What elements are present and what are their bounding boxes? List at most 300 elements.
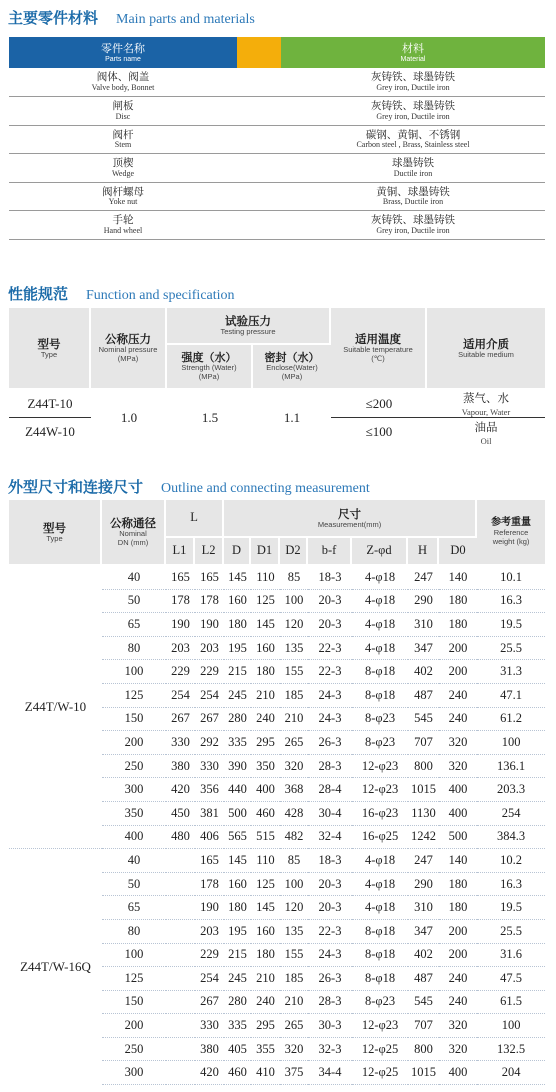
dims-cell: 16.3 [477,590,545,614]
spec-strength-header: 强度（水） Strength (Water) (MPa) [167,345,253,390]
part-name-zh: 顶楔 [112,157,134,169]
dims-cell [166,1014,195,1038]
spec-pn-header: 公称压力 Nominal pressure (MPa) [91,308,167,390]
dims-measurement-header: 尺寸 Measurement(mm) [224,500,477,538]
dims-cell: 26-3 [308,731,352,755]
dims-cell: 1015 [408,778,439,802]
part-name-cell [9,68,237,97]
dims-cell: 240 [439,967,477,991]
parts-row [9,211,545,240]
dims-cell: 381 [195,802,224,826]
spec-type-2: Z44W-10 [25,424,75,439]
dims-cell: 450 [166,802,195,826]
table-row [9,849,545,873]
dims-cell: 247 [408,566,439,590]
spec-temp-header: 适用温度 Suitable temperature (℃) [331,308,427,390]
dims-cell: 165 [195,849,224,873]
material-header: 材料 Material [281,37,545,68]
dims-cell: 32-3 [308,1038,352,1062]
dims-cell: 85 [280,566,308,590]
dims-cell: 12-φ25 [352,1038,408,1062]
dims-col-header: D0 [439,538,477,566]
part-name-zh: 闸板 [112,100,134,112]
dims-cell: 22-3 [308,660,352,684]
dims-cell: 707 [408,1014,439,1038]
spacer-cell [237,97,281,126]
dims-cell: 12-φ23 [352,1014,408,1038]
dims-cell: 185 [280,684,308,708]
dims-cell: 22-3 [308,920,352,944]
dims-cell: 410 [251,1061,280,1085]
parts-title-zh: 主要零件材料 [8,9,99,27]
dims-cell: 19.5 [477,613,545,637]
dims-cell: 145 [224,849,251,873]
dims-cell: 145 [224,566,251,590]
dims-col-header: b-f [308,538,352,566]
dims-cell: 406 [195,826,224,850]
dims-cell: 310 [408,613,439,637]
part-name-cell [9,125,237,154]
dims-cell: 24-3 [308,708,352,732]
dims-cell: 20-3 [308,873,352,897]
dims-cell: 254 [195,967,224,991]
dims-cell: 8-φ18 [352,684,408,708]
dims-cell: 380 [166,755,195,779]
dims-cell: 290 [408,873,439,897]
dims-cell: 300 [102,1061,166,1085]
parts-row [9,97,545,126]
dims-cell: 100 [280,590,308,614]
dims-cell: 28-3 [308,991,352,1015]
dims-cell: 180 [251,944,280,968]
dims-cell: 350 [251,755,280,779]
spec-table [9,308,545,446]
dims-cell: 440 [224,778,251,802]
dims-cell: 12-φ25 [352,1061,408,1085]
dims-cell: 18-3 [308,566,352,590]
dims-cell: 347 [408,920,439,944]
dims-cell: 1242 [408,826,439,850]
material-zh: 灰铸铁、球墨铸铁 [371,71,455,84]
dims-cell: 254 [166,684,195,708]
dims-cell: 47.1 [477,684,545,708]
spec-strength-value: 1.5 [201,410,219,425]
spacer-cell [237,68,281,97]
dims-cell: 19.5 [477,896,545,920]
dims-cell: 132.5 [477,1038,545,1062]
dims-cell: 545 [408,991,439,1015]
dims-cell: 8-φ23 [352,731,408,755]
dims-cell: 480 [166,826,195,850]
dims-cell [166,991,195,1015]
parts-title-en: Main parts and materials [116,12,255,27]
dims-cell: 145 [251,613,280,637]
dims-weight-header: 参考重量 Reference weight (kg) [477,500,545,566]
dims-cell: 24-3 [308,944,352,968]
dims-cell: 400 [102,826,166,850]
dims-cell: 200 [439,637,477,661]
dims-cell: 200 [439,944,477,968]
part-name-en: Hand wheel [103,225,143,235]
spec-type-1: Z44T-10 [9,390,91,418]
dims-cell: 8-φ18 [352,660,408,684]
dims-type-cell: Z44T/W-10 [9,566,102,849]
spec-medium-header: 适用介质 Suitable medium [427,308,545,390]
spec-medium-2: 油品 Oil [474,419,498,446]
parts-name-header: 零件名称 Parts name [9,37,237,68]
dims-cell: 460 [251,802,280,826]
material-cell [281,97,545,126]
dims-cell: 100 [477,731,545,755]
dims-cell: 400 [251,778,280,802]
dims-cell: 50 [102,590,166,614]
dims-cell: 1130 [408,802,439,826]
parts-row [9,154,545,183]
material-en: Grey iron, Ductile iron [376,225,450,235]
dims-col-header: D1 [251,538,280,566]
dims-cell: 400 [439,802,477,826]
dims-cell: 185 [280,967,308,991]
dims-cell: 204 [477,1061,545,1085]
spec-pn-value: 1.0 [120,410,138,425]
dims-cell: 487 [408,684,439,708]
spacer-cell [237,182,281,211]
spec-temp-2: ≤100 [365,424,393,439]
dims-cell: 61.2 [477,708,545,732]
dims-cell [166,944,195,968]
dims-cell: 215 [224,660,251,684]
material-cell [281,182,545,211]
dims-cell: 8-φ18 [352,920,408,944]
dims-cell: 180 [439,613,477,637]
dims-cell: 240 [439,684,477,708]
parts-row [9,68,545,97]
dims-cell: 135 [280,920,308,944]
dims-cell: 22-3 [308,637,352,661]
dims-dn-header: 公称通径 Nominal DN (mm) [102,500,166,566]
spec-type-header: 型号 Type [9,308,91,390]
table-row [9,566,545,590]
dims-cell: 140 [439,566,477,590]
dims-cell: 10.1 [477,566,545,590]
dims-title-zh: 外型尺寸和连接尺寸 [8,478,144,496]
dims-col-header: D [224,538,251,566]
dims-cell: 4-φ18 [352,637,408,661]
spec-title-en: Function and specification [86,288,235,303]
dims-cell: 215 [224,944,251,968]
dims-cell: 65 [102,896,166,920]
part-name-cell [9,97,237,126]
dims-cell: 320 [280,1038,308,1062]
dims-cell: 8-φ23 [352,991,408,1015]
material-en: Brass, Ductile iron [382,197,444,206]
dims-cell: 203 [195,637,224,661]
dims-cell: 500 [439,826,477,850]
dims-cell: 10.2 [477,849,545,873]
dims-cell: 120 [280,896,308,920]
dims-cell: 85 [280,849,308,873]
dims-cell: 203 [195,920,224,944]
dims-cell: 320 [439,755,477,779]
dims-cell: 210 [280,708,308,732]
dims-cell: 190 [195,613,224,637]
dims-cell: 200 [439,920,477,944]
dims-cell: 136.1 [477,755,545,779]
dims-cell: 4-φ18 [352,566,408,590]
parts-row [9,182,545,211]
dims-cell: 180 [439,590,477,614]
dims-cell: 545 [408,708,439,732]
dims-cell: 290 [408,590,439,614]
spec-test-header: 试验压力 Testing pressure [167,308,331,345]
dims-cell: 210 [280,991,308,1015]
dims-cell: 180 [439,873,477,897]
dims-cell: 280 [224,708,251,732]
material-cell [281,125,545,154]
part-name-zh: 阀体、阀盖 [96,71,150,84]
dims-cell: 1015 [408,1061,439,1085]
part-name-zh: 阀杆 [112,128,134,141]
dims-cell [166,967,195,991]
dims-cell: 210 [251,684,280,708]
dims-cell: 250 [102,755,166,779]
dims-cell: 460 [224,1061,251,1085]
dims-cell: 200 [102,1014,166,1038]
dims-cell: 40 [102,566,166,590]
dims-cell: 375 [280,1061,308,1085]
spacer-cell [237,154,281,183]
parts-materials-table [9,37,545,240]
dims-cell: 135 [280,637,308,661]
dims-cell: 40 [102,849,166,873]
dims-cell: 24-3 [308,684,352,708]
dims-cell: 110 [251,849,280,873]
part-name-en: Wedge [111,168,134,178]
dims-cell: 145 [251,896,280,920]
material-cell [281,154,545,183]
part-name-en: Valve body, Bonnet [91,82,155,92]
dims-type-cell: Z44T/W-16Q [20,959,91,975]
dims-cell [166,1038,195,1062]
dims-cell: 8-φ23 [352,708,408,732]
dims-cell: 320 [439,1014,477,1038]
dims-cell: 50 [102,873,166,897]
dims-cell: 160 [251,637,280,661]
dims-cell: 200 [439,660,477,684]
dims-cell: 4-φ18 [352,613,408,637]
material-zh: 灰铸铁、球墨铸铁 [371,100,455,112]
dims-cell: 800 [408,1038,439,1062]
material-zh: 灰铸铁、球墨铸铁 [371,214,455,226]
dims-cell: 160 [224,873,251,897]
part-name-en: Yoke nut [108,197,138,206]
dims-cell: 330 [166,731,195,755]
dims-cell: 247 [408,849,439,873]
dims-cell: 180 [439,896,477,920]
dims-cell: 229 [195,660,224,684]
spec-section-heading [8,283,235,304]
dims-cell: 47.5 [477,967,545,991]
dims-cell: 30-4 [308,802,352,826]
material-en: Carbon steel , Brass, Stainless steel [356,140,470,149]
dims-cell: 229 [195,944,224,968]
material-cell [281,211,545,240]
dims-cell: 25.5 [477,637,545,661]
dims-cell: 178 [166,590,195,614]
dims-cell: 28-4 [308,778,352,802]
dims-cell: 180 [251,660,280,684]
dims-cell: 482 [280,826,308,850]
dims-cell: 18-3 [308,849,352,873]
spec-medium-1: 蒸气、水 Vapour, Water [427,390,545,418]
dims-cell: 195 [224,920,251,944]
dims-cell: 229 [166,660,195,684]
dims-cell [166,849,195,873]
material-en: Grey iron, Ductile iron [376,111,450,121]
dims-cell: 150 [102,708,166,732]
part-name-en: Disc [115,111,131,121]
dims-cell: 4-φ18 [352,873,408,897]
dims-cell: 267 [195,991,224,1015]
dims-cell: 355 [251,1038,280,1062]
material-en: Grey iron, Ductile iron [376,82,450,92]
dims-cell: 707 [408,731,439,755]
dims-cell: 120 [280,613,308,637]
dims-cell: 12-φ23 [352,755,408,779]
material-zh: 黄铜、球墨铸铁 [376,185,450,198]
part-name-cell [9,182,237,211]
dims-cell: 16-φ25 [352,826,408,850]
dims-cell [166,920,195,944]
dims-cell: 565 [224,826,251,850]
dims-cell: 165 [166,566,195,590]
dims-cell: 160 [251,920,280,944]
spec-seal-value: 1.1 [283,410,301,425]
dims-cell: 210 [251,967,280,991]
dims-cell: 80 [102,920,166,944]
parts-section-heading [8,7,255,28]
dims-cell: 80 [102,637,166,661]
dims-col-header: D2 [280,538,308,566]
material-en: Ductile iron [393,168,433,178]
dims-cell: 487 [408,967,439,991]
spec-seal-header: 密封（水） Enclose(Water) (MPa) [253,345,331,390]
dims-cell: 300 [102,778,166,802]
dims-cell: 125 [102,967,166,991]
dims-cell: 292 [195,731,224,755]
dims-cell [166,896,195,920]
dims-cell: 100 [280,873,308,897]
dims-cell: 20-3 [308,896,352,920]
part-name-zh: 手轮 [112,214,134,226]
dims-cell: 34-4 [308,1061,352,1085]
dims-cell: 28-3 [308,755,352,779]
dims-cell: 347 [408,637,439,661]
dims-cell: 240 [439,708,477,732]
dims-cell: 140 [439,849,477,873]
dims-cell: 265 [280,731,308,755]
dims-cell: 200 [102,731,166,755]
dims-cell: 150 [102,991,166,1015]
dimensions-table [9,500,545,1085]
dims-cell: 402 [408,660,439,684]
dims-cell: 250 [102,1038,166,1062]
dims-cell: 31.3 [477,660,545,684]
spacer-cell [237,211,281,240]
dims-col-header: H [408,538,439,566]
dims-cell: 8-φ18 [352,944,408,968]
dims-cell: 195 [224,637,251,661]
dims-cell: 310 [408,896,439,920]
dims-cell: 61.5 [477,991,545,1015]
dims-cell: 254 [195,684,224,708]
dims-cell: 125 [251,590,280,614]
dims-cell: 125 [102,684,166,708]
dims-cell: 180 [224,896,251,920]
spacer-cell [237,125,281,154]
dims-cell: 390 [224,755,251,779]
dims-cell: 356 [195,778,224,802]
dims-cell: 384.3 [477,826,545,850]
dims-cell: 165 [195,566,224,590]
dims-cell: 295 [251,1014,280,1038]
dims-cell: 4-φ18 [352,590,408,614]
dims-cell: 320 [439,1038,477,1062]
dims-cell: 4-φ18 [352,849,408,873]
dims-cell: 335 [224,731,251,755]
dims-cell: 265 [280,1014,308,1038]
dims-cell: 30-3 [308,1014,352,1038]
dims-cell: 245 [224,967,251,991]
dims-cell: 178 [195,873,224,897]
dims-cell: 100 [102,944,166,968]
dims-cell: 190 [166,613,195,637]
dims-cell: 12-φ23 [352,778,408,802]
dims-cell: 330 [195,1014,224,1038]
dims-section-heading [8,476,370,497]
dims-cell: 25.5 [477,920,545,944]
dims-title-en: Outline and connecting measurement [161,481,370,496]
dims-cell: 428 [280,802,308,826]
dims-cell: 160 [224,590,251,614]
dims-cell: 420 [195,1061,224,1085]
dims-cell [166,1061,195,1085]
dims-cell: 320 [280,755,308,779]
dims-cell: 65 [102,613,166,637]
dims-cell: 320 [439,731,477,755]
dims-cell: 400 [439,1061,477,1085]
dims-cell: 400 [439,778,477,802]
dims-cell: 110 [251,566,280,590]
dims-cell: 203 [166,637,195,661]
dims-cell: 405 [224,1038,251,1062]
dims-cell: 125 [251,873,280,897]
dims-cell: 4-φ18 [352,896,408,920]
dims-cell: 240 [439,991,477,1015]
spec-temp-1: ≤200 [331,390,427,418]
dims-cell: 20-3 [308,613,352,637]
dims-cell: 26-3 [308,967,352,991]
dims-cell: 100 [477,1014,545,1038]
part-name-en: Stem [114,140,132,149]
dims-cell [166,873,195,897]
dims-cell: 254 [477,802,545,826]
dims-cell: 800 [408,755,439,779]
dims-cell: 155 [280,944,308,968]
dims-cell: 20-3 [308,590,352,614]
dims-cell: 31.6 [477,944,545,968]
dims-cell: 203.3 [477,778,545,802]
